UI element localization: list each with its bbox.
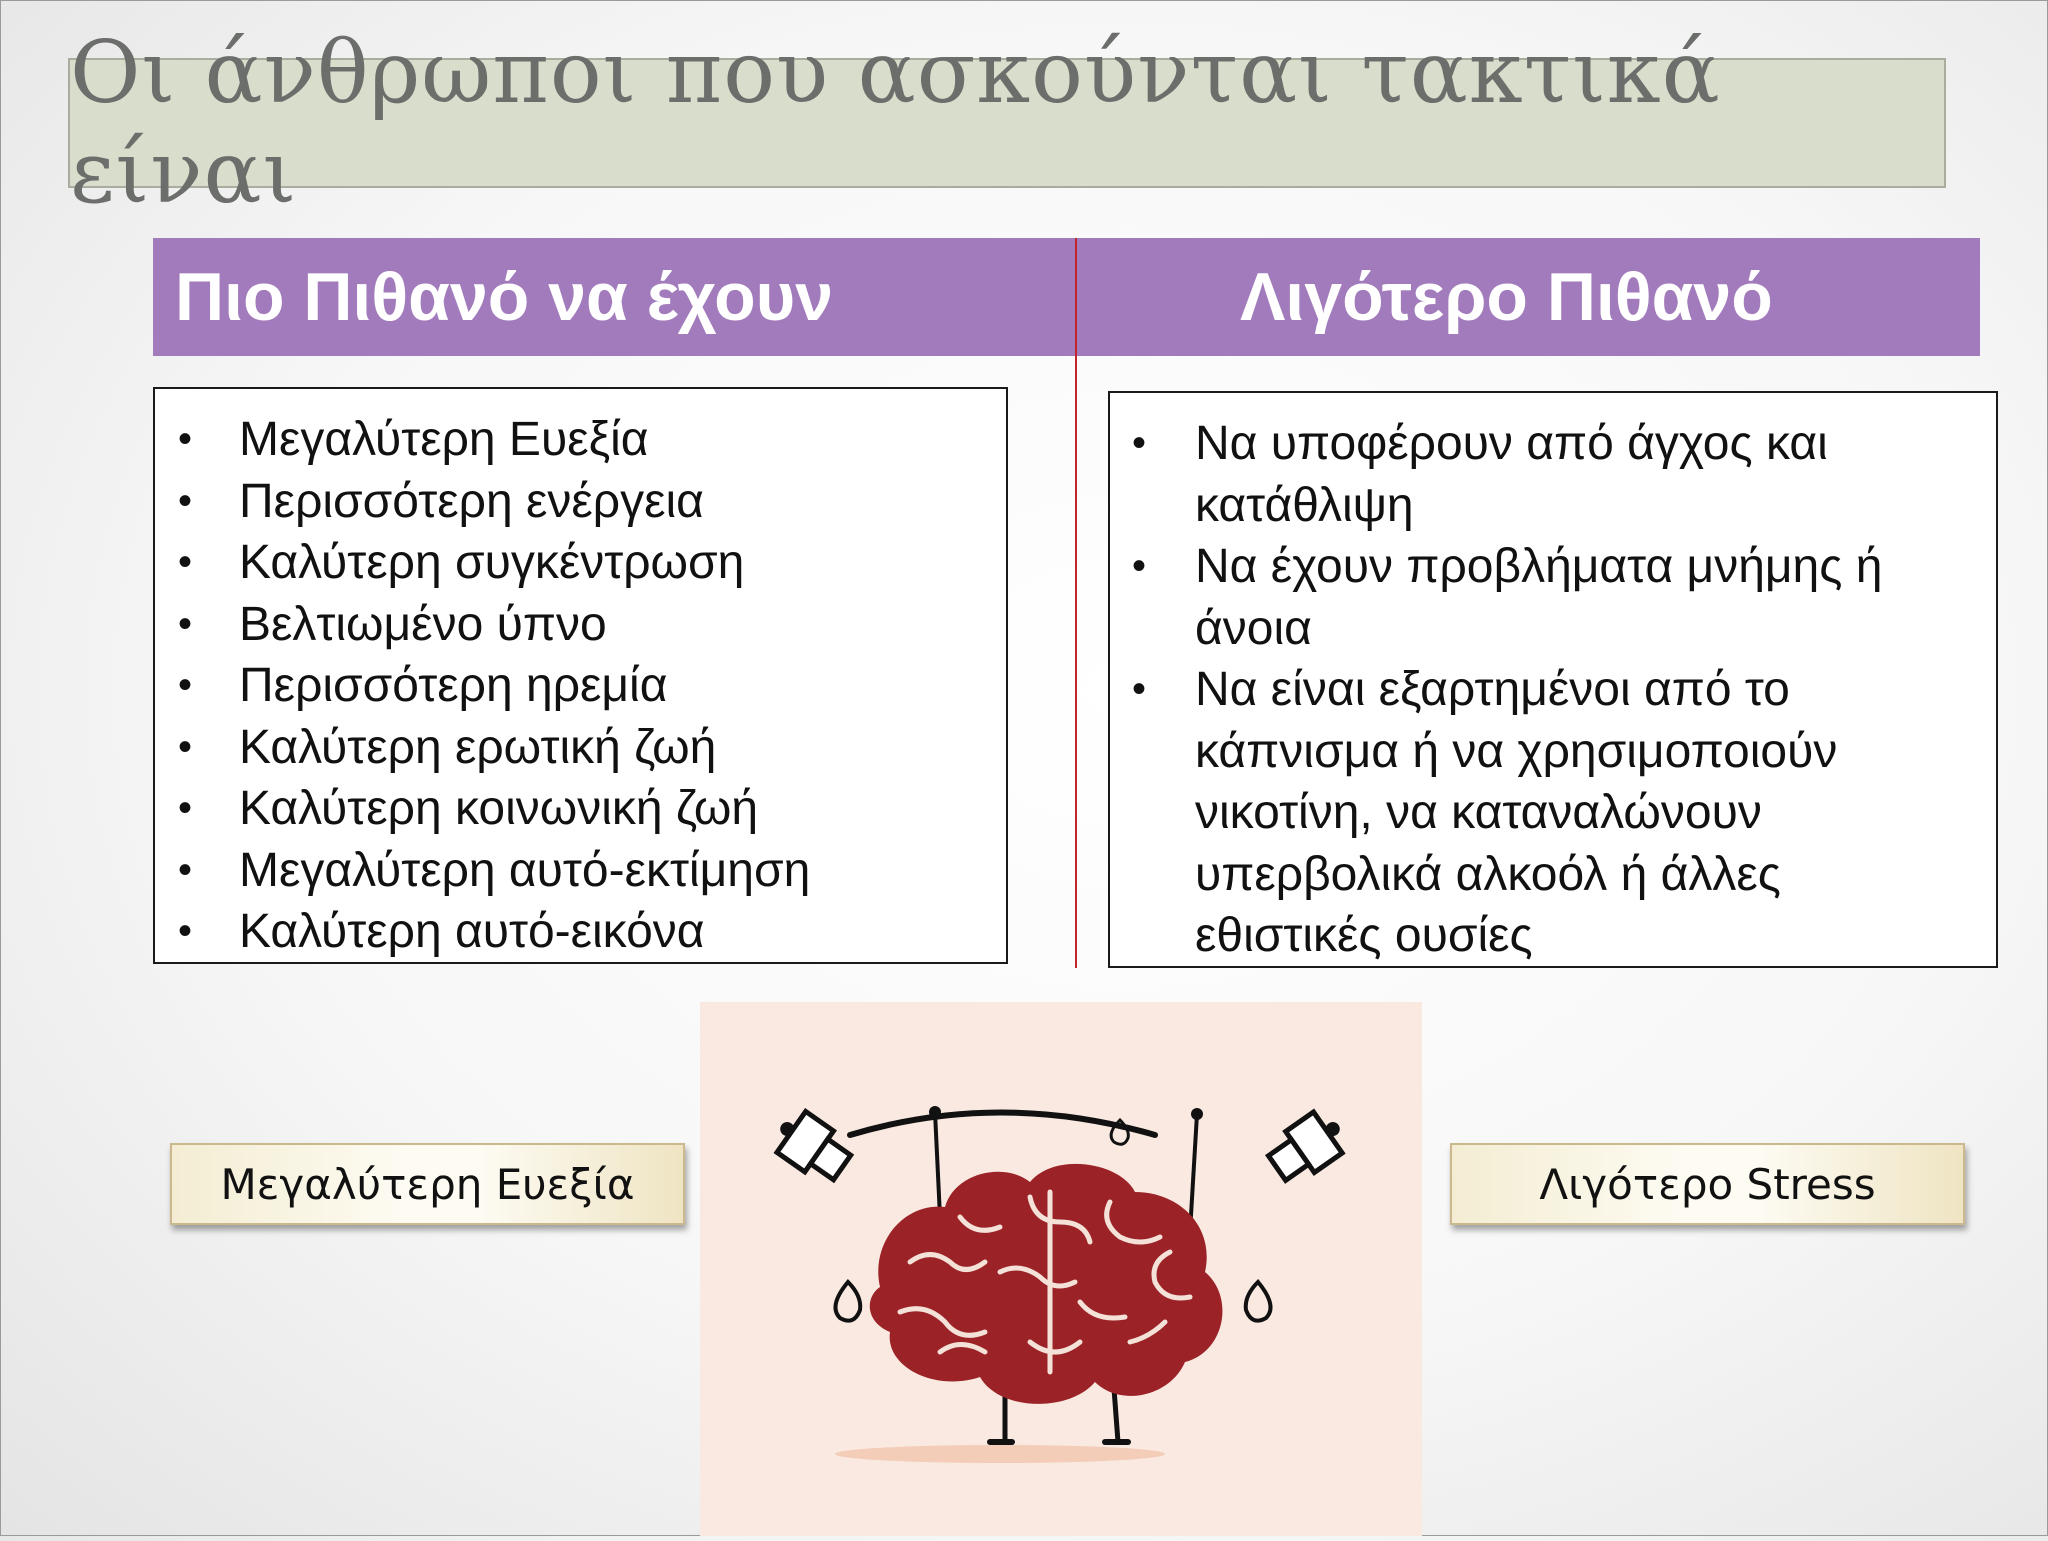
list-item [1110,413,1996,536]
bullet: • [178,417,193,461]
list-item [155,778,1006,840]
less-likely-list [1110,413,1996,967]
list-item [155,655,1006,717]
list-item-text: Καλύτερη αυτό-εικόνα [239,905,705,958]
list-item-text: Περισσότερη ηρεμία [239,659,668,712]
bullet: • [178,847,193,892]
bullet: • [178,601,193,646]
bullet: • [178,909,193,953]
list-item [1110,536,1996,659]
header-more-likely: Πιο Πιθανό να έχουν [175,259,834,335]
slide-title: Οι άνθρωποι που ασκούνται τακτικά είναι [70,23,1721,223]
list-item-text: Περισσότερη ενέργεια [239,474,704,528]
list-item-text: Μεγαλύτερη Ευεξία [239,413,649,466]
list-item-text: Καλύτερη συγκέντρωση [239,536,745,589]
list-item [1110,659,1996,967]
list-item-text: Να έχουν προβλήματα μνήμης ή άνοια [1195,540,1883,655]
bullet: • [178,540,193,584]
list-item-text: Να υποφέρουν από άγχος και κατάθλιψη [1195,417,1828,532]
label-less-stress: Λιγότερο Stress [1450,1143,1965,1225]
more-likely-list-box [153,387,1008,964]
list-item [155,840,1006,902]
list-item [155,409,1006,471]
bullet: • [178,724,193,769]
list-item-text: Βελτιωμένο ύπνο [239,597,607,651]
label-greater-wellbeing: Μεγαλύτερη Ευεξία [170,1143,685,1225]
title-box [68,23,1946,223]
bullet: • [1132,667,1147,711]
list-item-text: Να είναι εξαρτημένοι από το κάπνισμα ή να χρησιμοποιούν νικοτίνη, να καταναλώνουν υπερβολικά αλκοόλ ή άλλες εθιστικές ουσίες [1195,663,1838,962]
bullet: • [178,786,193,830]
bullet: • [1132,544,1147,588]
list-item-text: Καλύτερη ερωτική ζωή [239,720,717,774]
less-likely-list-box [1108,391,1998,968]
list-item-text: Μεγαλύτερη αυτό-εκτίμηση [239,843,811,897]
column-divider [1075,238,1077,968]
list-item [155,471,1006,533]
bullet: • [1132,421,1147,465]
brain-lifting-weights-icon [700,1002,1422,1536]
list-item-text: Καλύτερη κοινωνική ζωή [239,782,759,835]
header-less-likely: Λιγότερο Πιθανό [1240,259,1773,335]
brain-illustration-panel [700,1002,1422,1536]
column-header-bar [153,238,1980,356]
more-likely-list [155,409,1006,963]
bullet: • [178,663,193,707]
list-item [155,717,1006,779]
list-item [155,901,1006,963]
bullet: • [178,478,193,523]
list-item [155,594,1006,656]
list-item [155,532,1006,594]
